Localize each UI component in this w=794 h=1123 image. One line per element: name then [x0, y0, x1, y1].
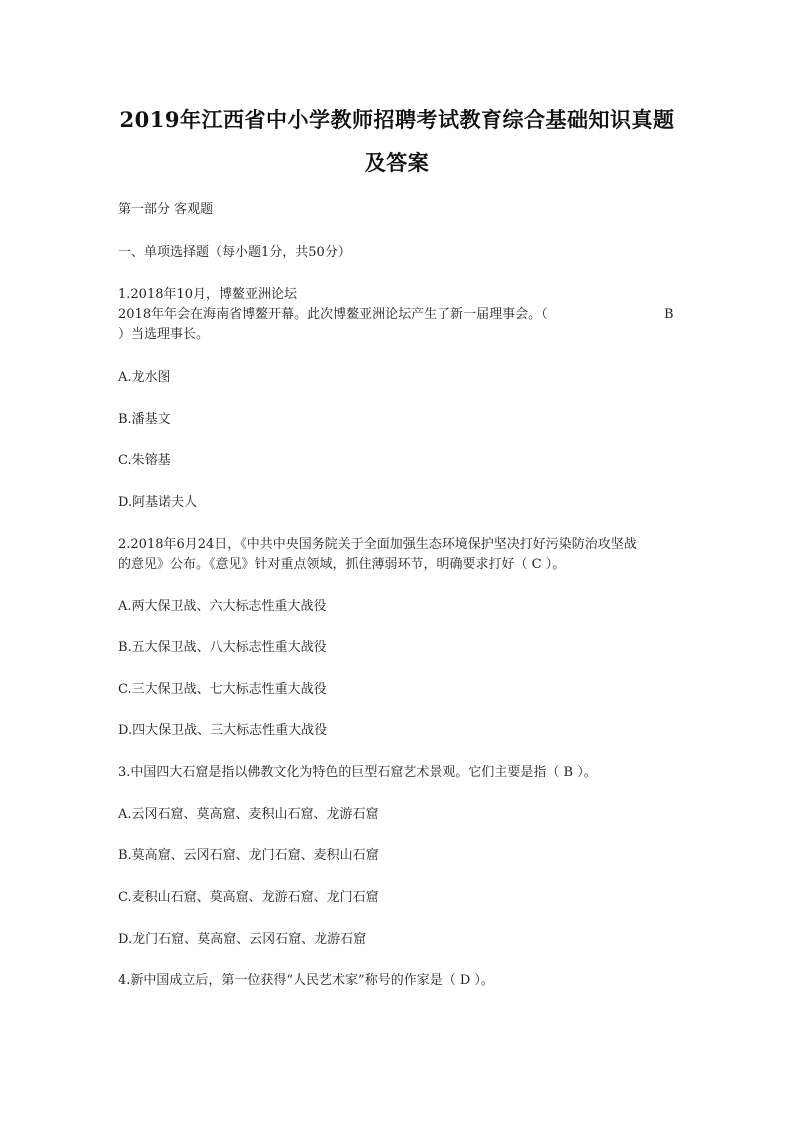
question-2-option-b: B.五大保卫战、八大标志性重大战役 — [118, 640, 327, 655]
question-1-answer: B — [664, 307, 674, 322]
part-heading: 第一部分 客观题 — [118, 202, 214, 217]
question-2-option-a: A.两大保卫战、六大标志性重大战役 — [118, 599, 327, 614]
question-3-option-a: A.云冈石窟、莫高窟、麦积山石窟、龙游石窟 — [118, 807, 379, 822]
question-2-line-1: 2.2018年6月24日，《中共中央国务院关于全面加强生态环境保护坚决打好污染防治攻坚战 — [118, 537, 637, 552]
question-1-option-d: D.阿基诺夫人 — [118, 495, 198, 510]
section-heading: 一、单项选择题（每小题1分，共50分） — [118, 245, 351, 260]
question-3-option-d: D.龙门石窟、莫高窟、云冈石窟、龙游石窟 — [118, 932, 367, 947]
question-1-option-b: B.潘基文 — [118, 412, 171, 427]
question-4-line-1: 4.新中国成立后，第一位获得“人民艺术家”称号的作家是（ D ）。 — [118, 973, 494, 988]
document-title-line-2: 及答案 — [364, 150, 430, 175]
question-2-line-2: 的意见》公布。《意见》针对重点领域，抓住薄弱环节，明确要求打好（ C ）。 — [118, 557, 566, 572]
question-1-option-c: C.朱镕基 — [118, 453, 171, 468]
document-title-line-1: 2019年江西省中小学教师招聘考试教育综合基础知识真题 — [119, 107, 675, 132]
question-1-line-1: 1.2018年10月，博鳌亚洲论坛 — [118, 287, 298, 302]
question-2-option-d: D.四大保卫战、三大标志性重大战役 — [118, 723, 328, 738]
question-2-option-c: C.三大保卫战、七大标志性重大战役 — [118, 682, 327, 697]
question-1-line-2: 2018年年会在海南省博鳌开幕。此次博鳌亚洲论坛产生了新一届理事会。（ — [118, 307, 548, 322]
question-1-line-3: ）当选理事长。 — [118, 327, 210, 342]
question-3-option-b: B.莫高窟、云冈石窟、龙门石窟、麦积山石窟 — [118, 848, 379, 863]
question-3-line-1: 3.中国四大石窟是指以佛教文化为特色的巨型石窟艺术景观。它们主要是指（ B ）。 — [118, 765, 597, 780]
question-1-option-a: A.龙水图 — [118, 370, 171, 385]
question-3-option-c: C.麦积山石窟、莫高窟、龙游石窟、龙门石窟 — [118, 890, 379, 905]
